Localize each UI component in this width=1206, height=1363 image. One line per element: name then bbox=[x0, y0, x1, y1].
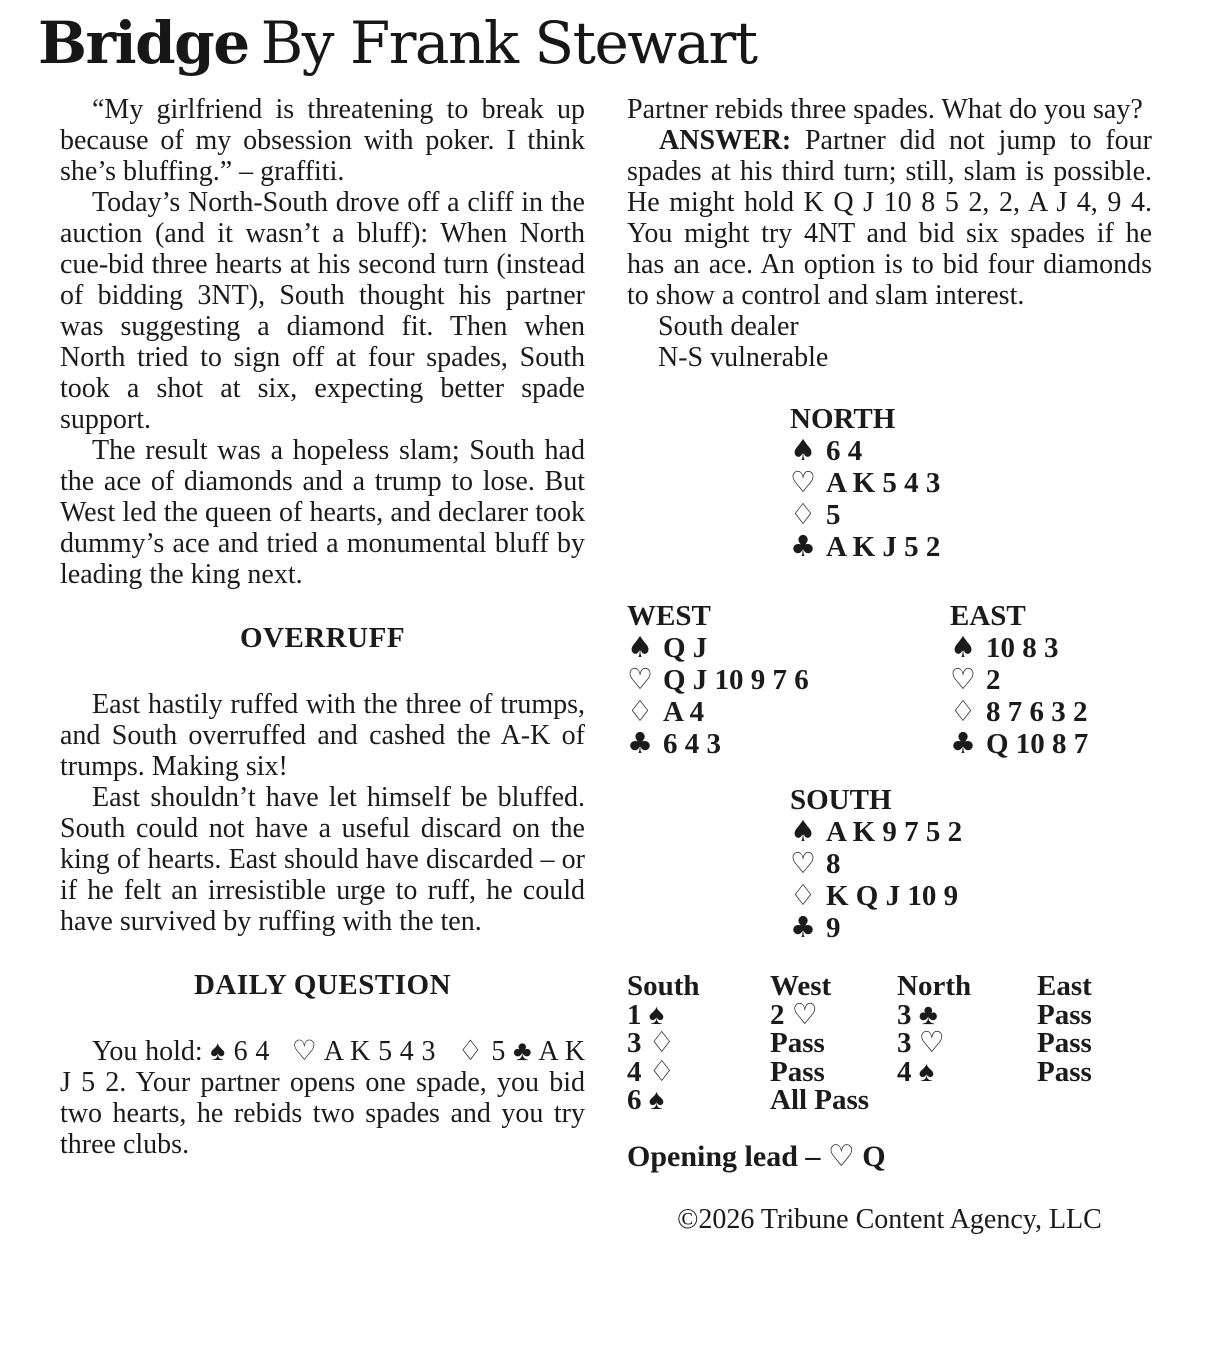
east-spades-cards: 10 8 3 bbox=[986, 632, 1059, 664]
answer-paragraph bbox=[627, 125, 1152, 311]
south-hearts-cards: 8 bbox=[826, 848, 841, 880]
column-brand: Bridge bbox=[38, 9, 249, 77]
north-spades-line bbox=[790, 435, 1152, 467]
answer-label: ANSWER: bbox=[659, 125, 792, 156]
west-hearts-line bbox=[627, 664, 809, 696]
west-spades-cards: Q J bbox=[663, 632, 708, 664]
south-hearts-line bbox=[790, 848, 1152, 880]
north-spades-cards: 6 4 bbox=[826, 435, 863, 467]
east-diamonds-cards: 8 7 6 3 2 bbox=[986, 696, 1088, 728]
east-clubs-line bbox=[950, 728, 1088, 760]
club-icon: ♣ bbox=[790, 529, 816, 563]
overruff-heading: OVERRUFF bbox=[239, 622, 406, 654]
west-diamonds-line bbox=[627, 696, 809, 728]
club-icon: ♣ bbox=[790, 910, 816, 944]
south-clubs-line bbox=[790, 912, 1152, 944]
spade-icon: ♠ bbox=[790, 814, 816, 848]
west-hand-label: WEST bbox=[627, 600, 711, 632]
east-hand bbox=[950, 601, 1088, 760]
right-column bbox=[627, 94, 1152, 1235]
auction-bid bbox=[897, 1086, 1037, 1115]
west-spades-line bbox=[627, 632, 809, 664]
overruff-paragraph-2: East shouldn’t have let himself be bluffed. South could not have a useful discard on the king of hearts. East should have discarded – or if he felt an irresistible urge to ruff, he could have survived by ruffing with the ten. bbox=[60, 782, 585, 937]
masthead bbox=[38, 10, 757, 76]
heart-icon: ♡ bbox=[790, 846, 816, 880]
diamond-icon: ♢ bbox=[627, 694, 653, 728]
daily-question-heading: DAILY QUESTION bbox=[193, 969, 452, 1001]
heart-icon: ♡ bbox=[790, 465, 816, 499]
auction-bid: 2 ♡ bbox=[770, 998, 818, 1031]
north-clubs-line bbox=[790, 531, 1152, 563]
north-diamonds-cards: 5 bbox=[826, 499, 841, 531]
opening-lead-line: Opening lead – ♡ Q bbox=[627, 1139, 886, 1173]
auction-bid: 4 ♠ bbox=[897, 1055, 935, 1088]
auction-story-paragraph: Today’s North-South drove off a cliff in the auction (and it wasn’t a bluff): When North cue-bid three hearts at his second turn (instead of bidding 3NT), South thought his partner was suggesting a diamond fit. Then when North tried to sign off at four spades, South took a shot at six, expecting better spade support. bbox=[60, 187, 585, 435]
answer-text: Partner did not jump to four spades at his third turn; still, slam is possible. He might hold K Q J 10 8 5 2, 2, A J 4, 9 4. You might try 4NT and bid six spades if he has an ace. An option is to bid four diamonds to show a control and slam interest. bbox=[627, 125, 1152, 311]
result-paragraph: The result was a hopeless slam; South had the ace of diamonds and a trump to lose. But West led the queen of hearts, and declarer took dummy’s ace and tried a monumental bluff by leading the king next. bbox=[60, 435, 585, 590]
auction-bid: Pass bbox=[770, 1027, 825, 1059]
quote-paragraph: “My girlfriend is threatening to break up because of my obsession with poker. I think she’s bluffing.” – graffiti. bbox=[60, 94, 585, 187]
east-diamonds-line bbox=[950, 696, 1088, 728]
auction-bid: Pass bbox=[1037, 1027, 1092, 1059]
west-clubs-line bbox=[627, 728, 809, 760]
north-hand bbox=[790, 404, 1152, 563]
you-hold-paragraph: You hold: ♠ 6 4 ♡ A K 5 4 3 ♢ 5 ♣ A K J 5 2. Your partner opens one spade, you bid two hearts, he rebids two spades and you try three clubs. bbox=[60, 1036, 585, 1160]
auction-header-west: West bbox=[770, 970, 832, 1002]
east-hearts-line bbox=[950, 664, 1088, 696]
left-column bbox=[60, 94, 585, 1160]
column-byline: By Frank Stewart bbox=[260, 9, 757, 77]
auction-bid: 3 ♡ bbox=[897, 1027, 945, 1059]
auction-header-south: South bbox=[627, 970, 700, 1002]
west-hand bbox=[627, 601, 809, 760]
auction-bid bbox=[1037, 1086, 1152, 1115]
east-hearts-cards: 2 bbox=[986, 664, 1001, 696]
auction-bid: Pass bbox=[770, 1055, 825, 1088]
auction-bid: 4 ♢ bbox=[627, 1055, 675, 1088]
auction-bid: 6 ♠ bbox=[627, 1084, 665, 1116]
auction-header-north: North bbox=[897, 970, 972, 1002]
auction-table bbox=[627, 972, 1152, 1115]
south-clubs-cards: 9 bbox=[826, 912, 841, 944]
north-hand-label: NORTH bbox=[790, 403, 896, 435]
south-diamonds-cards: K Q J 10 9 bbox=[826, 880, 959, 912]
south-hand bbox=[790, 785, 1152, 944]
east-spades-line bbox=[950, 632, 1088, 664]
diamond-icon: ♢ bbox=[790, 878, 816, 912]
auction-bid: 3 ♢ bbox=[627, 1027, 675, 1059]
west-east-row bbox=[627, 600, 1152, 760]
spade-icon: ♠ bbox=[950, 630, 976, 664]
dealer-line: South dealer bbox=[658, 311, 799, 342]
north-diamonds-line bbox=[790, 499, 1152, 531]
club-icon: ♣ bbox=[627, 726, 653, 760]
south-spades-line bbox=[790, 816, 1152, 848]
west-diamonds-cards: A 4 bbox=[663, 696, 705, 728]
auction-bid: All Pass bbox=[770, 1084, 870, 1116]
auction-bid: 3 ♣ bbox=[897, 998, 938, 1031]
vulnerable-line: N-S vulnerable bbox=[658, 342, 829, 373]
south-hand-label: SOUTH bbox=[790, 784, 892, 816]
continuation-paragraph: Partner rebids three spades. What do you say? bbox=[627, 94, 1143, 125]
heart-icon: ♡ bbox=[950, 662, 976, 696]
spade-icon: ♠ bbox=[790, 433, 816, 467]
auction-bid: 1 ♠ bbox=[627, 998, 665, 1031]
spade-icon: ♠ bbox=[627, 630, 653, 664]
diamond-icon: ♢ bbox=[950, 694, 976, 728]
auction-bid: Pass bbox=[1037, 998, 1092, 1031]
overruff-paragraph-1: East hastily ruffed with the three of trumps, and South overruffed and cashed the A-K of trumps. Making six! bbox=[60, 689, 585, 782]
east-hand-label: EAST bbox=[950, 600, 1026, 632]
north-hearts-line bbox=[790, 467, 1152, 499]
auction-bid: Pass bbox=[1037, 1055, 1092, 1088]
south-spades-cards: A K 9 7 5 2 bbox=[826, 816, 963, 848]
north-clubs-cards: A K J 5 2 bbox=[826, 531, 941, 563]
north-hearts-cards: A K 5 4 3 bbox=[826, 467, 941, 499]
diamond-icon: ♢ bbox=[790, 497, 816, 531]
south-diamonds-line bbox=[790, 880, 1152, 912]
west-hearts-cards: Q J 10 9 7 6 bbox=[663, 664, 809, 696]
west-clubs-cards: 6 4 3 bbox=[663, 728, 721, 760]
club-icon: ♣ bbox=[950, 726, 976, 760]
copyright-line: ©2026 Tribune Content Agency, LLC bbox=[677, 1203, 1102, 1235]
heart-icon: ♡ bbox=[627, 662, 653, 696]
auction-header-east: East bbox=[1037, 970, 1092, 1002]
east-clubs-cards: Q 10 8 7 bbox=[986, 728, 1089, 760]
